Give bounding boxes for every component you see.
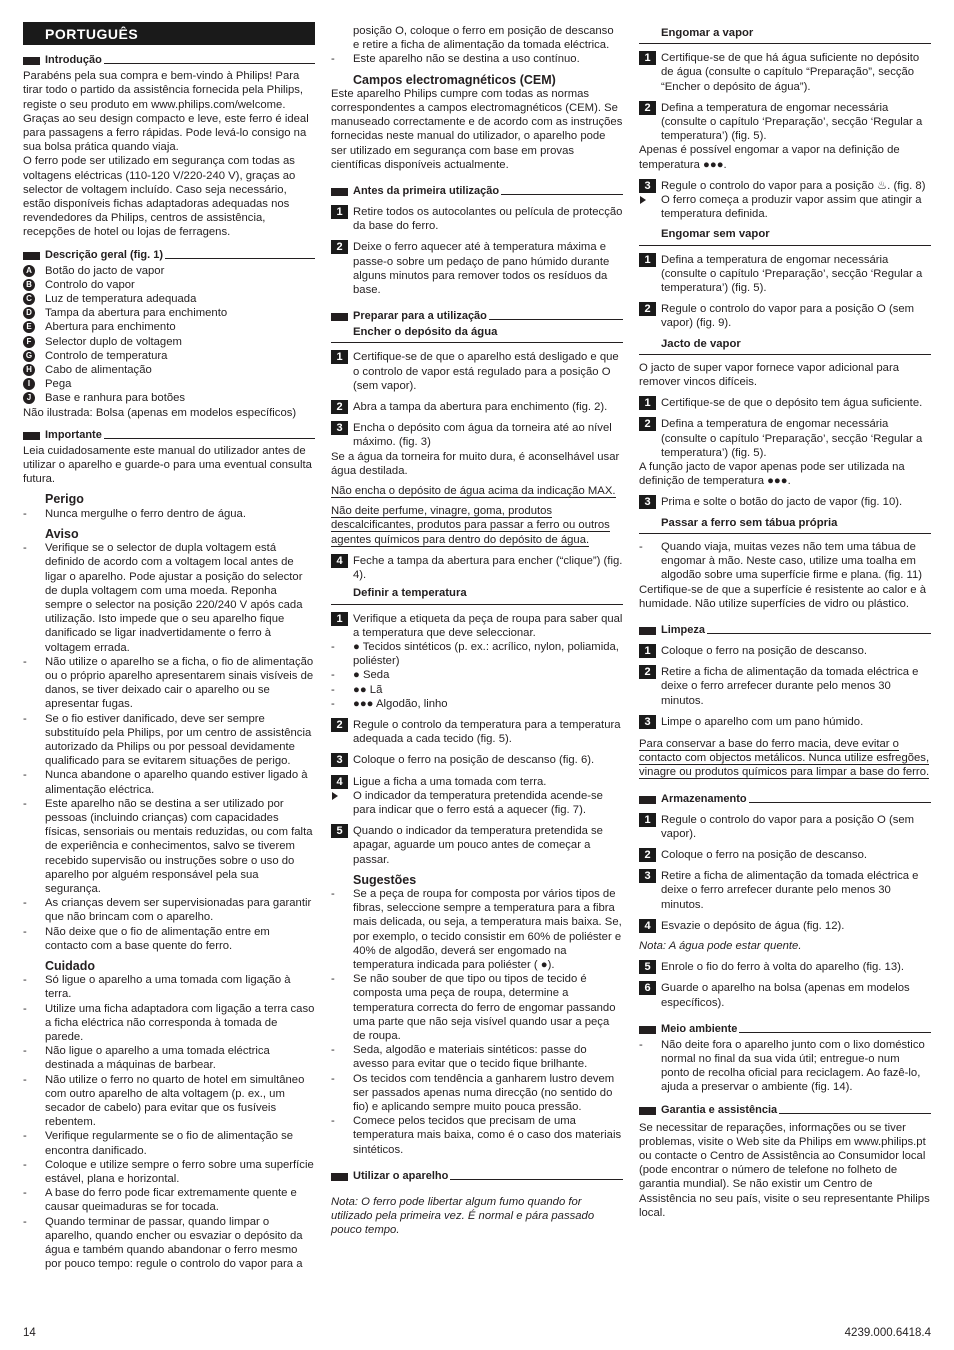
numbered-step xyxy=(639,644,931,658)
fill-step-4 xyxy=(331,554,623,582)
step-number: 2 xyxy=(639,417,656,431)
step-number: 3 xyxy=(331,753,348,767)
fill-heading: Encher o depósito da água xyxy=(331,325,623,343)
numbered-step xyxy=(639,665,931,708)
step-number: 2 xyxy=(331,240,348,254)
step-number: 1 xyxy=(639,813,656,827)
part-item xyxy=(23,264,315,278)
warning-heading: Aviso xyxy=(45,526,79,541)
numbered-step xyxy=(331,205,623,233)
bullet-item: - Não utilize o aparelho se a ficha, o fio de alimentação ou o próprio aparelho apresentarem sinais visíveis de danos, se tiver deixado cair o aparelho ou se apresentar fugas. xyxy=(23,655,315,712)
fill-warning-max: Não encha o depósito de água acima da indicação MAX. xyxy=(331,485,616,498)
danger-list xyxy=(23,507,315,521)
numbered-step xyxy=(639,960,931,974)
numbered-step xyxy=(639,417,931,460)
part-label: Selector duplo de voltagem xyxy=(45,335,182,348)
numbered-step xyxy=(639,981,931,1009)
intro-paragraph: O ferro pode ser utilizado em segurança com todas as voltagens eléctricas (110-120 V/220-240 V), graças ao selector de voltagem incluído. Caso seja necessário, estão disponíveis fichas adaptadoras adequadas nos revendedores da Philips, centros de assistência, recepções de hotel ou lojas de ferragens. xyxy=(23,155,296,239)
numbered-step xyxy=(639,715,931,729)
part-letter-icon: E xyxy=(23,321,35,333)
part-label: Cabo de alimentação xyxy=(45,364,152,377)
temperature-heading: Definir a temperatura xyxy=(331,586,623,604)
step-text: Defina a temperatura de engomar necessária (consulte o capítulo ‘Preparação’, secção ‘Regular a temperatura’) (fig. 5). xyxy=(661,418,923,459)
step-text: Prima e solte o botão do jacto de vapor (fig. 10). xyxy=(661,496,903,509)
part-label: Controlo de temperatura xyxy=(45,349,168,362)
steam-heading: Engomar a vapor xyxy=(639,26,931,44)
steam-result: O ferro começa a produzir vapor assim que atingir a temperatura definida. xyxy=(639,193,931,221)
storage-steps-2 xyxy=(639,960,931,1010)
step-number: 3 xyxy=(639,715,656,729)
cleaning-steps xyxy=(639,644,931,729)
bullet-item: - ●● Lã xyxy=(331,683,623,697)
step-text: Encha o depósito com água da torneira até ao nível máximo. (fig. 3) xyxy=(353,422,612,449)
bullet-item: - Nunca abandone o aparelho quando estiver ligado à alimentação eléctrica. xyxy=(23,768,315,796)
step-text: Ligue a ficha a uma tomada com terra. xyxy=(353,775,547,788)
bullet-item: - ● Seda xyxy=(331,668,623,682)
step-number: 1 xyxy=(639,51,656,65)
part-item xyxy=(23,278,315,292)
document-code: 4239.000.6418.4 xyxy=(844,1326,931,1339)
step-text: Enrole o fio do ferro à volta do aparelho (fig. 13). xyxy=(661,961,905,974)
steam-steps xyxy=(639,51,931,143)
step-text: Retire a ficha de alimentação da tomada eléctrica e deixe o ferro arrefecer durante pelo menos 30 minutos. xyxy=(661,666,919,707)
step-number: 4 xyxy=(331,554,348,568)
bullet-item: - Se não souber de que tipo ou tipos de tecido é composta uma peça de roupa, determine a temperatura correcta do ferro de engomar passando uma parte que não seja visível quando usar a peça de roupa. xyxy=(331,972,623,1043)
step-text: Certifique-se de que há água suficiente no depósito de água (consulte o capítulo “Preparação”, secção “Encher o depósito de água”). xyxy=(661,52,920,93)
important-paragraph: Leia cuidadosamente este manual do utilizador antes de utilizar o aparelho e guarde-o para uma eventual consulta futura. xyxy=(23,444,312,486)
numbered-step xyxy=(331,240,623,297)
board-item: - Quando viaja, muitas vezes não tem uma tábua de engomar à mão. Neste caso, utilize uma toalha em algodão sobre uma superfície firme e plana. (fig. 11) xyxy=(639,540,931,583)
column-2 xyxy=(331,24,623,1237)
bullet-item: - Nunca mergulhe o ferro dentro de água. xyxy=(23,507,315,521)
caution-heading: Cuidado xyxy=(45,958,95,973)
part-letter-icon: C xyxy=(23,293,35,305)
step-number: 2 xyxy=(639,848,656,862)
section-intro: Introdução xyxy=(23,53,315,67)
column-1 xyxy=(23,22,315,1271)
step-text: Coloque o ferro na posição de descanso. xyxy=(661,644,867,657)
shot-note: A função jacto de vapor apenas pode ser utilizada na definição de temperatura ●●●. xyxy=(639,461,905,488)
numbered-step xyxy=(639,101,931,144)
bullet-item: - Verifique se o selector de dupla voltagem está definido de acordo com a voltagem local antes de ligar o aparelho. Pode ajustar a posição do selector de dupla voltagem com uma moeda. Reponha sempre o selector na posição 220/240 V após cada utilização. Isto impede que o seu aparelho fique danificado se ligar inadvertidamente o ferro à voltagem errada. xyxy=(23,541,315,655)
nosteam-heading: Engomar sem vapor xyxy=(639,227,931,245)
part-label: Abertura para enchimento xyxy=(45,321,176,334)
numbered-step xyxy=(639,179,931,193)
section-description: Descrição geral (fig. 1) xyxy=(23,248,315,262)
numbered-step xyxy=(639,919,931,933)
part-item xyxy=(23,349,315,363)
numbered-step xyxy=(331,753,623,767)
section-environment: Meio ambiente xyxy=(639,1022,931,1036)
temperature-step-5 xyxy=(331,824,623,867)
numbered-step xyxy=(639,848,931,862)
board-paragraph: Certifique-se de que a superfície é resistente ao calor e à humidade. Não utilize superfícies de vidro ou plástico. xyxy=(639,583,926,610)
step-text: Verifique a etiqueta da peça de roupa para saber qual a temperatura que deve seleccionar. xyxy=(353,612,623,639)
bullet-item: - Os tecidos com tendência a ganharem lustro devem ser passados apenas numa direcção (no sentido do fio) e aplicando sempre muito pouca pressão. xyxy=(331,1072,623,1115)
step-number: 6 xyxy=(639,981,656,995)
part-item xyxy=(23,292,315,306)
guarantee-paragraph: Se necessitar de reparações, informações ou se tiver problemas, visite o Web site da Philips em www.philips.pt ou contacte o Centro de Assistência ao Consumidor local (pode encontrar o número de telefone no folheto de garantia mundial). Se não existir um Centro de Assistência no seu país, visite o seu representante Philips local. xyxy=(639,1121,930,1219)
steam-step-3 xyxy=(639,179,931,193)
section-storage: Armazenamento xyxy=(639,792,931,806)
emf-paragraph: Este aparelho Philips cumpre com todas as normas correspondentes a campos electromagnéticos (CEM). Se manuseado correctamente e de acordo com as instruções fornecidas neste manual do utilizador, o aparelho pode ser utilizado em segurança com base em provas científicas disponíveis actualmente. xyxy=(331,87,623,171)
bullet-item-continued: posição O, coloque o ferro em posição de descanso e retire a ficha de alimentação da tomada eléctrica. xyxy=(353,25,614,52)
temperature-steps xyxy=(331,718,623,789)
intro-paragraph: Parabéns pela sua compra e bem-vindo à Philips! Para tirar todo o partido da assistência fornecida pela Philips, registe o seu produto em www.philips.com/welcome. xyxy=(23,70,304,111)
step-text: Quando o indicador da temperatura pretendida se apagar, aguarde um pouco antes de começar a passar. xyxy=(353,825,603,866)
part-label: Botão do jacto de vapor xyxy=(45,264,165,277)
temperature-step-1 xyxy=(331,612,623,640)
part-label: Tampa da abertura para enchimento xyxy=(45,307,228,320)
part-item xyxy=(23,306,315,320)
step-number: 1 xyxy=(331,205,348,219)
step-text: Regule o controlo do vapor para a posição ♨. (fig. 8) xyxy=(661,179,926,192)
part-letter-icon: F xyxy=(23,336,35,348)
board-heading: Passar a ferro sem tábua própria xyxy=(639,516,931,534)
part-item xyxy=(23,320,315,334)
shot-steps xyxy=(639,396,931,460)
step-text: Regule o controlo da temperatura para a temperatura adequada a cada tecido (fig. 5). xyxy=(353,718,621,746)
bullet-item: - A base do ferro pode ficar extremamente quente e causar queimaduras se for tocada. xyxy=(23,1186,315,1214)
step-number: 3 xyxy=(639,495,656,509)
fill-steps xyxy=(331,350,623,449)
intro-paragraph: Graças ao seu design compacto e leve, este ferro é ideal para passagens a ferro rápidas. Pode levá-lo consigo na sua bolsa prática quando viaja. xyxy=(23,112,309,154)
bullet-item: - Não ligue o aparelho a uma tomada eléctrica destinada a máquinas de barbear. xyxy=(23,1044,315,1072)
step-text: Defina a temperatura de engomar necessária (consulte o capítulo ‘Preparação’, secção ‘Regular a temperatura’) (fig. 5). xyxy=(661,101,923,143)
step-number: 5 xyxy=(331,824,348,838)
numbered-step xyxy=(639,495,931,509)
step-text: Coloque o ferro na posição de descanso (fig. 6). xyxy=(353,754,595,767)
step-text: Retire todos os autocolantes ou película de protecção da base do ferro. xyxy=(353,206,623,233)
danger-heading: Perigo xyxy=(45,492,84,507)
section-prepare: Preparar para a utilização xyxy=(331,309,623,323)
numbered-step xyxy=(331,421,623,449)
numbered-step xyxy=(331,400,623,414)
numbered-step xyxy=(639,813,931,841)
section-use: Utilizar o aparelho xyxy=(331,1169,623,1183)
parts-note: Não ilustrada: Bolsa (apenas em modelos específicos) xyxy=(23,406,297,419)
part-letter-icon: H xyxy=(23,364,35,376)
use-note: Nota: O ferro pode libertar algum fumo quando for utilizado pela primeira vez. É normal e pára passado pouco tempo. xyxy=(331,1195,595,1237)
language-title: PORTUGUÊS xyxy=(23,22,315,45)
bullet-item: - Quando terminar de passar, quando limpar o aparelho, quando encher ou esvaziar o depósito da água e também quando abandonar o ferro mesmo por pouco tempo: regule o controlo do vapor para a xyxy=(23,1215,315,1272)
step-text: Defina a temperatura de engomar necessária (consulte o capítulo ‘Preparação’, secção ‘Regular a temperatura’) (fig. 5). xyxy=(661,253,923,295)
storage-steps xyxy=(639,813,931,933)
part-label: Base e ranhura para botões xyxy=(45,392,186,405)
cleaning-warning: Para conservar a base do ferro macia, deve evitar o contacto com objectos metálicos. Nunca utilize esfregões, vinagre ou produtos químicos para limpar a base do ferro. xyxy=(639,737,930,779)
part-letter-icon: I xyxy=(23,378,35,390)
warning-list xyxy=(23,541,315,953)
step-number: 4 xyxy=(331,775,348,789)
shot-heading: Jacto de vapor xyxy=(639,337,931,355)
step-number: 5 xyxy=(639,960,656,974)
bullet-item: - Verifique regularmente se o fio de alimentação se encontra danificado. xyxy=(23,1129,315,1157)
step-number: 4 xyxy=(639,919,656,933)
environment-item: - Não deite fora o aparelho junto com o lixo doméstico normal no final da sua vida útil; entregue-o num ponto de recolha oficial para reciclagem. Ao fazê-lo, ajuda a preservar o ambiente (fig. 14). xyxy=(639,1038,931,1095)
step-text: Certifique-se de que o aparelho está desligado e que o controlo de vapor está regulado para a posição O (sem vapor). xyxy=(353,351,619,392)
step-text: Regule o controlo do vapor para a posição O (sem vapor) (fig. 9). xyxy=(661,303,915,330)
numbered-step xyxy=(331,718,623,746)
step-text: Deixe o ferro aquecer até à temperatura máxima e passe-o sobre um pedaço de pano húmido durante alguns minutos para remover todos os resíduos da base. xyxy=(353,241,610,297)
emf-heading: Campos electromagnéticos (CEM) xyxy=(353,72,556,87)
step-text: Feche a tampa da abertura para encher (“clique”) (fig. 4). xyxy=(353,554,623,582)
step-number: 1 xyxy=(331,350,348,364)
caution-list xyxy=(23,973,315,1271)
bullet-item: - Comece pelos tecidos que precisam de uma temperatura mais baixa, como é o caso dos materiais sintéticos. xyxy=(331,1114,623,1157)
fill-warning-chemicals: Não deite perfume, vinagre, goma, produtos descalcificantes, produtos para passar a ferro ou outros agentes químicos para dentro do depósito de água. xyxy=(331,505,610,546)
numbered-step xyxy=(331,775,623,789)
nosteam-steps xyxy=(639,253,931,331)
caution-list-continued xyxy=(331,24,623,67)
step-text: Abra a tampa da abertura para enchimento (fig. 2). xyxy=(353,401,608,414)
section-before-first-use: Antes da primeira utilização xyxy=(331,184,623,198)
step-text: Guarde o aparelho na bolsa (apenas em modelos específicos). xyxy=(661,982,910,1009)
numbered-step xyxy=(331,612,623,640)
step-number: 1 xyxy=(639,644,656,658)
part-item xyxy=(23,363,315,377)
section-important: Importante xyxy=(23,428,315,442)
bullet-item: - Utilize uma ficha adaptadora com ligação a terra caso a ficha eléctrica não corresponda à tomada de parede. xyxy=(23,1002,315,1045)
bullet-item: - Este aparelho não se destina a uso contínuo. xyxy=(331,52,623,66)
bullet-item: - As crianças devem ser supervisionadas para garantir que não brincam com o aparelho. xyxy=(23,896,315,924)
step-number: 1 xyxy=(331,612,348,626)
step-number: 1 xyxy=(639,396,656,410)
step-number: 2 xyxy=(331,400,348,414)
part-item xyxy=(23,377,315,391)
numbered-step xyxy=(639,302,931,330)
temperature-result: O indicador da temperatura pretendida acende-se para indicar que o ferro está a aquecer (fig. 7). xyxy=(331,789,623,817)
part-letter-icon: B xyxy=(23,279,35,291)
parts-list xyxy=(23,264,315,406)
bullet-item: - Se a peça de roupa for composta por vários tipos de fibras, seleccione sempre a temperatura para a fibra mais delicada, ou seja, a temperatura mais baixa. Se, por exemplo, o tecido consistir em 60% de poliéster e 40% de algodão, deverá ser engomado na temperatura indicada para poliéster ( ●). xyxy=(331,887,623,972)
numbered-step xyxy=(331,554,623,582)
numbered-step xyxy=(331,350,623,393)
numbered-step xyxy=(639,396,931,410)
tips-list xyxy=(331,887,623,1157)
storage-note: Nota: A água pode estar quente. xyxy=(639,939,802,952)
step-text: Limpe o aparelho com um pano húmido. xyxy=(661,715,864,728)
section-guarantee: Garantia e assistência xyxy=(639,1103,931,1117)
fill-note: Se a água da torneira for muito dura, é aconselhável usar água destilada. xyxy=(331,450,620,477)
bullet-item: - Não deixe que o fio de alimentação entre em contacto com a base quente do ferro. xyxy=(23,925,315,953)
bullet-item: - Este aparelho não se destina a ser utilizado por pessoas (incluindo crianças) com capacidades físicas, sensoriais ou mentais reduzidas, ou com falta de experiência e conhecimentos, salvo se tiverem recebido supervisão ou instruções sobre o uso do aparelho por alguém responsável pela sua segurança. xyxy=(23,797,315,896)
part-item xyxy=(23,335,315,349)
part-letter-icon: G xyxy=(23,350,35,362)
step-number: 2 xyxy=(639,101,656,115)
part-letter-icon: D xyxy=(23,307,35,319)
step-number: 3 xyxy=(331,421,348,435)
step-number: 2 xyxy=(639,302,656,316)
numbered-step xyxy=(639,869,931,912)
step-text: Regule o controlo do vapor para a posição O (sem vapor). xyxy=(661,813,915,840)
bullet-item: - Seda, algodão e materiais sintéticos: passe do avesso para evitar que o tecido fique brilhante. xyxy=(331,1043,623,1071)
bullet-item: - ●●● Algodão, linho xyxy=(331,697,623,711)
column-3 xyxy=(639,24,931,1220)
step-number: 2 xyxy=(331,718,348,732)
shot-step-3 xyxy=(639,495,931,509)
part-letter-icon: A xyxy=(23,265,35,277)
numbered-step xyxy=(331,824,623,867)
numbered-step xyxy=(639,253,931,296)
section-cleaning: Limpeza xyxy=(639,623,931,637)
step-number: 1 xyxy=(639,253,656,267)
temperature-list xyxy=(331,640,623,711)
part-item xyxy=(23,391,315,405)
steam-note: Apenas é possível engomar a vapor na definição de temperatura ●●●. xyxy=(639,144,900,171)
bullet-item: - Se o fio estiver danificado, deve ser sempre substituído pela Philips, por um centro de assistência autorizado da Philips ou por pessoal devidamente qualificado para se evitarem situações de perigo. xyxy=(23,712,315,769)
step-text: Esvazie o depósito de água (fig. 12). xyxy=(661,919,845,932)
numbered-step xyxy=(639,51,931,94)
page-number: 14 xyxy=(23,1326,36,1339)
shot-paragraph: O jacto de super vapor fornece vapor adicional para remover vincos difíceis. xyxy=(639,361,899,389)
step-text: Retire a ficha de alimentação da tomada eléctrica e deixe o ferro arrefecer durante pelo menos 30 minutos. xyxy=(661,870,919,911)
bullet-item: - Coloque e utilize sempre o ferro sobre uma superfície estável, plana e horizontal. xyxy=(23,1158,315,1186)
bullet-item: - ● Tecidos sintéticos (p. ex.: acrílico, nylon, poliamida, poliéster) xyxy=(331,640,623,668)
step-text: Certifique-se de que o depósito tem água suficiente. xyxy=(661,397,923,410)
before-steps xyxy=(331,205,623,297)
bullet-item: - Só ligue o aparelho a uma tomada com ligação à terra. xyxy=(23,973,315,1001)
step-number: 2 xyxy=(639,665,656,679)
step-number: 3 xyxy=(639,869,656,883)
step-text: Coloque o ferro na posição de descanso. xyxy=(661,848,867,861)
bullet-item: - Não utilize o ferro no quarto de hotel em simultâneo com outro aparelho de alta voltagem (p. ex., um secador de cabelo) para evitar que os fusíveis rebentem. xyxy=(23,1073,315,1130)
part-letter-icon: J xyxy=(23,392,35,404)
part-label: Controlo do vapor xyxy=(45,278,135,291)
part-label: Luz de temperatura adequada xyxy=(45,293,197,306)
step-number: 3 xyxy=(639,179,656,193)
tips-heading: Sugestões xyxy=(353,872,417,887)
part-label: Pega xyxy=(45,378,72,391)
